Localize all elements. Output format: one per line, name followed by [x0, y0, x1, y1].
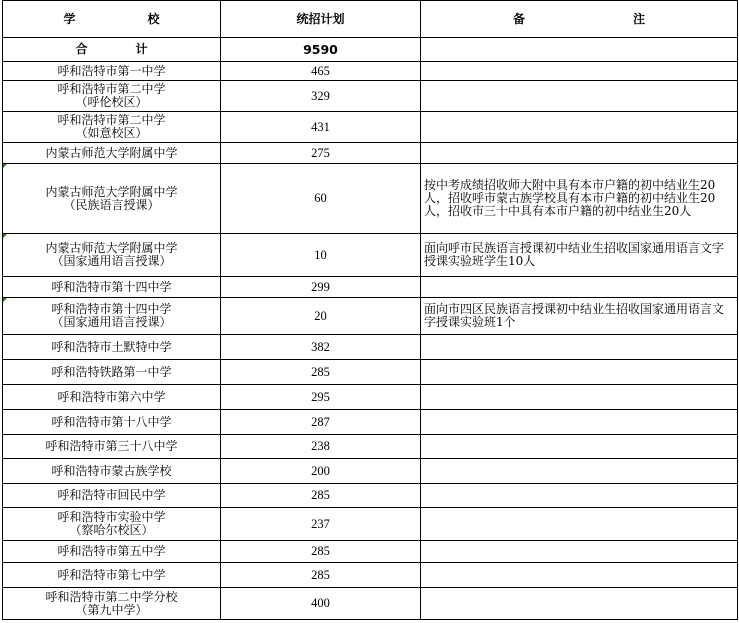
school-campus: （察哈尔校区）: [69, 523, 154, 537]
school-campus: （民族语言授课）: [63, 197, 160, 212]
school-name-cell: [3, 484, 221, 508]
total-note: [421, 38, 738, 62]
school-name-cell: [3, 435, 221, 459]
note-cell: [421, 360, 738, 385]
school-name: 呼和浩特市第十四中学: [51, 302, 172, 316]
school-name: 呼和浩特市土默特中学: [51, 339, 172, 354]
table-row: [3, 234, 738, 277]
note-cell: [421, 588, 738, 620]
note-cell: 面向呼市民族语言授课初中结业生招收国家通用语言文字授课实验班学生10人: [421, 234, 738, 277]
plan-count-cell: 200: [221, 459, 421, 484]
school-name: 呼和浩特铁路第一中学: [51, 364, 172, 379]
table-row: [3, 410, 738, 435]
plan-count-cell: 295: [221, 385, 421, 410]
school-name-cell: [3, 541, 221, 563]
school-campus: （国家通用语言授课）: [51, 254, 172, 268]
plan-count-cell: 10: [221, 234, 421, 277]
school-name: 呼和浩特市第二中学: [57, 113, 166, 127]
school-name: 呼和浩特市第二中学分校: [45, 589, 178, 604]
note-cell: [421, 385, 738, 410]
school-name-cell: [3, 563, 221, 588]
plan-count-cell: 238: [221, 435, 421, 459]
school-name: 呼和浩特市第五中学: [57, 544, 166, 558]
table-row: [3, 62, 738, 81]
school-campus: （国家通用语言授课）: [51, 315, 172, 329]
school-name-cell: [3, 385, 221, 410]
table-row: [3, 435, 738, 459]
header-plan: 统招计划: [221, 1, 421, 38]
school-name: 呼和浩特市实验中学: [57, 510, 166, 524]
note-cell: [421, 335, 738, 360]
note-cell: [421, 435, 738, 459]
plan-count-cell: 285: [221, 360, 421, 385]
note-cell: [421, 81, 738, 112]
school-name-cell: [3, 410, 221, 435]
plan-count-cell: 275: [221, 143, 421, 164]
plan-count-cell: 60: [221, 164, 421, 234]
school-name: 内蒙古师范大学附属中学: [45, 241, 178, 255]
plan-count-cell: 400: [221, 588, 421, 620]
plan-count-cell: 20: [221, 298, 421, 335]
plan-count-cell: 285: [221, 484, 421, 508]
plan-count-cell: 329: [221, 81, 421, 112]
plan-count-cell: 299: [221, 277, 421, 298]
school-name: 呼和浩特市第十四中学: [51, 279, 172, 294]
school-name-cell: [3, 62, 221, 81]
school-name: 呼和浩特市第十八中学: [51, 414, 172, 429]
school-name: 呼和浩特市蒙古族学校: [51, 463, 172, 478]
school-name-cell: [3, 335, 221, 360]
school-name: 呼和浩特市第一中学: [57, 63, 166, 78]
table-row: [3, 277, 738, 298]
table-row: [3, 112, 738, 143]
table-row: [3, 508, 738, 541]
note-cell: [421, 410, 738, 435]
school-name-cell: [3, 588, 221, 620]
table-row: [3, 143, 738, 164]
school-campus: （第九中学）: [75, 602, 148, 617]
note-cell: [421, 541, 738, 563]
school-name-cell: [3, 112, 221, 143]
school-name-cell: [3, 360, 221, 385]
header-note: 备 注: [421, 1, 738, 38]
enrollment-plan-table: [2, 0, 738, 620]
school-name-cell: [3, 459, 221, 484]
plan-count-cell: 285: [221, 563, 421, 588]
school-name: 呼和浩特市第二中学: [57, 82, 166, 96]
note-cell: 按中考成绩招收师大附中具有本市户籍的初中结业生20人，招收呼市蒙古族学校具有本市户籍的初中结业生20人，招收市三十中具有本市户籍的初中结业生20人: [421, 164, 738, 234]
school-name: 呼和浩特市回民中学: [57, 488, 166, 502]
table-row: [3, 588, 738, 620]
table-row: [3, 164, 738, 234]
table-row: [3, 360, 738, 385]
school-name: 内蒙古师范大学附属中学: [45, 145, 178, 160]
school-name-cell: [3, 508, 221, 541]
note-cell: [421, 62, 738, 81]
total-value: 9590: [221, 38, 421, 62]
total-row: [3, 38, 738, 62]
school-campus: （呼伦校区）: [75, 95, 148, 109]
note-cell: 面向市四区民族语言授课初中结业生招收国家通用语言文字授课实验班1个: [421, 298, 738, 335]
school-name: 呼和浩特市第六中学: [57, 389, 166, 404]
school-name: 呼和浩特市第三十八中学: [45, 439, 178, 453]
note-cell: [421, 143, 738, 164]
table-row: [3, 541, 738, 563]
school-name-cell: [3, 298, 221, 335]
table-row: [3, 335, 738, 360]
table-row: [3, 81, 738, 112]
note-cell: [421, 508, 738, 541]
school-name-cell: [3, 164, 221, 234]
plan-count-cell: 285: [221, 541, 421, 563]
school-name: 内蒙古师范大学附属中学: [45, 184, 178, 199]
school-name-cell: [3, 277, 221, 298]
school-name: 呼和浩特市第七中学: [57, 567, 166, 582]
plan-count-cell: 237: [221, 508, 421, 541]
table-row: [3, 385, 738, 410]
note-cell: [421, 112, 738, 143]
note-cell: [421, 277, 738, 298]
school-name-cell: [3, 234, 221, 277]
plan-count-cell: 431: [221, 112, 421, 143]
total-label: 合 计: [3, 38, 221, 62]
plan-count-cell: 287: [221, 410, 421, 435]
table-row: [3, 298, 738, 335]
school-name-cell: [3, 81, 221, 112]
school-name-cell: [3, 143, 221, 164]
note-cell: [421, 563, 738, 588]
header-row: [3, 1, 738, 38]
table-row: [3, 563, 738, 588]
table-row: [3, 459, 738, 484]
plan-count-cell: 465: [221, 62, 421, 81]
table-row: [3, 484, 738, 508]
note-cell: [421, 459, 738, 484]
header-school: 学 校: [3, 1, 221, 38]
school-campus: （如意校区）: [75, 126, 148, 140]
plan-count-cell: 382: [221, 335, 421, 360]
note-cell: [421, 484, 738, 508]
